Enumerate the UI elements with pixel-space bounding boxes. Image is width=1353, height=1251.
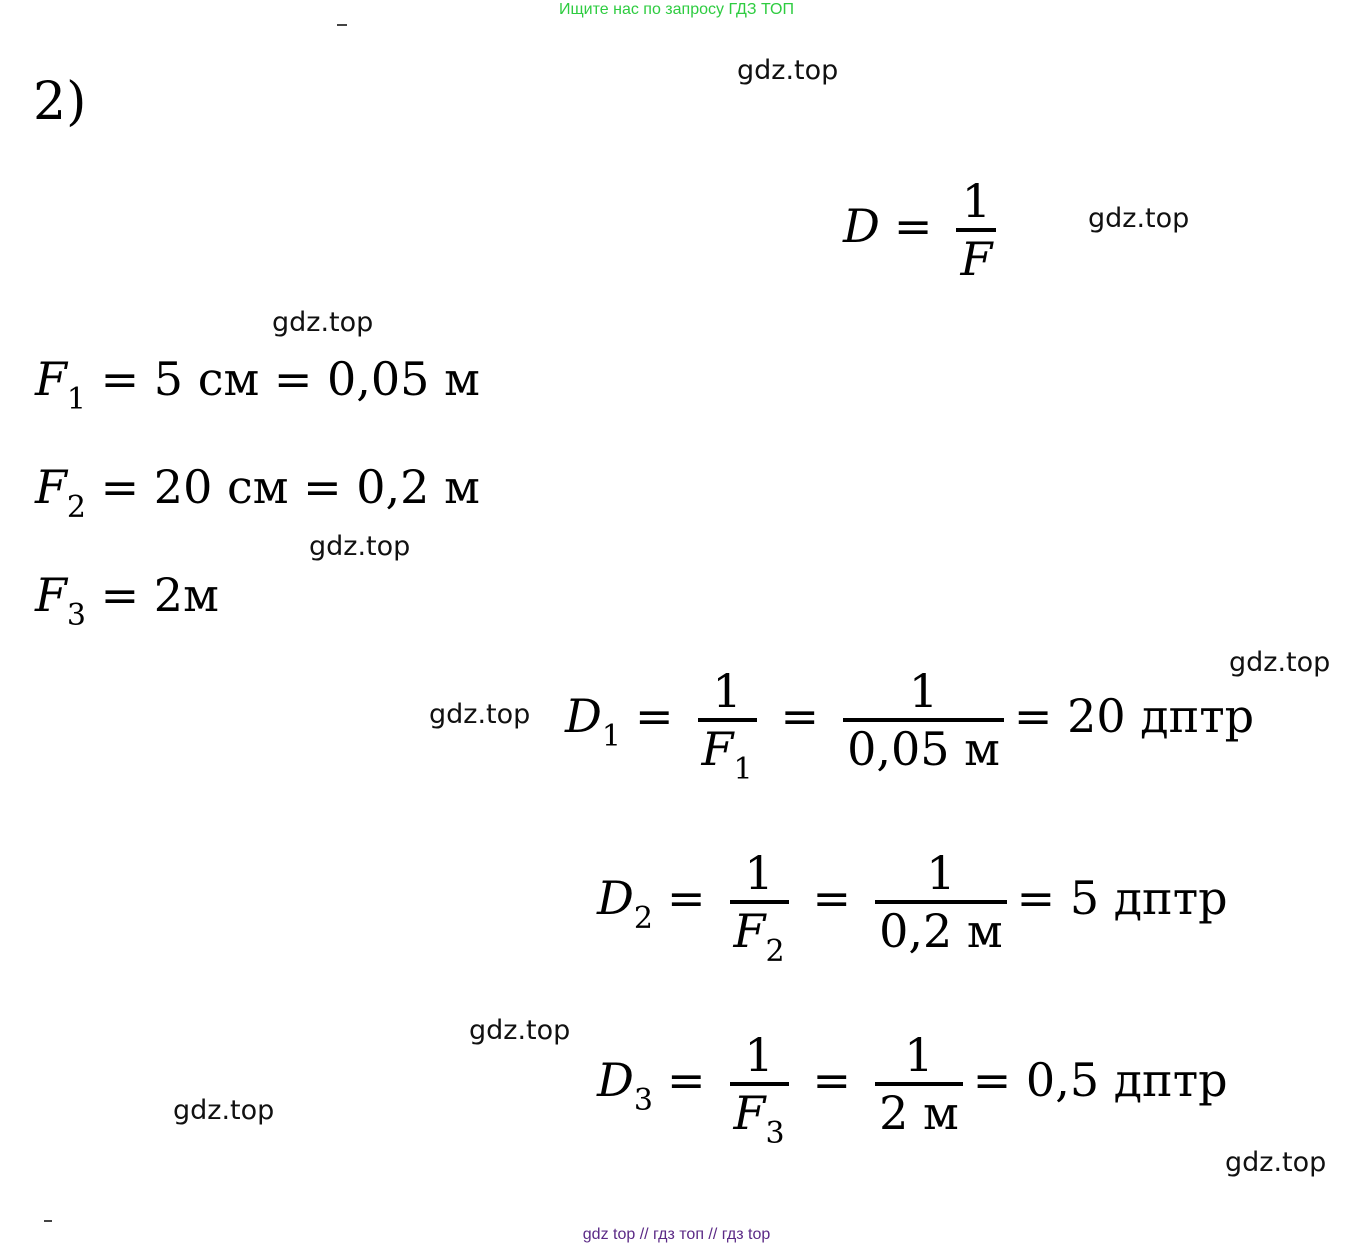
- equals-sign: =: [893, 199, 933, 253]
- numerator: 1: [744, 846, 774, 900]
- formula-optical-power: [843, 174, 1006, 286]
- watermark: gdz.top: [1229, 647, 1331, 678]
- search-banner: Ищите нас по запросу ГДЗ ТОП: [559, 1, 794, 18]
- denominator-var: F: [733, 904, 766, 958]
- watermark: gdz.top: [469, 1015, 571, 1046]
- solution-var: D: [565, 689, 602, 743]
- formula-lhs: D: [843, 199, 880, 253]
- denominator-var: F: [733, 1086, 766, 1140]
- solution-var: D: [597, 1053, 634, 1107]
- solution-var: D: [597, 871, 634, 925]
- solution-result: = 5 дптр: [1016, 871, 1228, 925]
- fraction: [956, 174, 996, 286]
- fraction: [698, 664, 757, 787]
- given-value: = 20 см = 0,2 м: [100, 460, 480, 514]
- equals-sign: =: [666, 1053, 706, 1107]
- denominator-sub: 2: [765, 934, 785, 969]
- scan-mark: [337, 24, 347, 26]
- given-sub: 3: [66, 598, 87, 633]
- denominator: 0,05 м: [843, 718, 1004, 772]
- given-f3: [35, 568, 219, 633]
- given-value: = 2м: [100, 568, 219, 622]
- scan-mark: [44, 1220, 52, 1222]
- watermark: gdz.top: [173, 1095, 275, 1126]
- numerator: 1: [904, 1028, 934, 1082]
- numerator: 1: [908, 664, 939, 718]
- fraction: [875, 1028, 963, 1140]
- solution-sub: 2: [633, 901, 653, 936]
- fraction: [875, 846, 1007, 958]
- fraction: [730, 1028, 789, 1151]
- denominator: 2 м: [875, 1082, 963, 1136]
- solution-result: = 0,5 дптр: [972, 1053, 1228, 1107]
- given-value: = 5 см = 0,05 м: [100, 352, 480, 406]
- numerator: 1: [712, 664, 742, 718]
- solution-sub: 3: [633, 1083, 653, 1118]
- denominator-var: F: [701, 722, 734, 776]
- solution-result: = 20 дптр: [1013, 689, 1255, 743]
- given-f1: [35, 352, 480, 417]
- numerator: 1: [744, 1028, 774, 1082]
- given-sub: 2: [66, 490, 87, 525]
- watermark: gdz.top: [737, 55, 839, 86]
- footer-links: gdz top // гдз топ // гдз top: [582, 1226, 771, 1243]
- equals-sign: =: [780, 689, 820, 743]
- given-f2: [35, 460, 480, 525]
- item-number: 2): [33, 72, 87, 132]
- given-var: F: [35, 352, 67, 406]
- denominator: F: [956, 228, 996, 282]
- given-sub: 1: [66, 382, 87, 417]
- denominator-sub: 3: [765, 1116, 785, 1151]
- solution-sub: 1: [601, 719, 621, 754]
- given-var: F: [35, 568, 67, 622]
- numerator: 1: [961, 174, 992, 228]
- equals-sign: =: [666, 871, 706, 925]
- watermark: gdz.top: [1225, 1147, 1327, 1178]
- numerator: 1: [926, 846, 956, 900]
- solution-d2: [597, 846, 1228, 969]
- equals-sign: =: [812, 871, 852, 925]
- given-var: F: [35, 460, 67, 514]
- equals-sign: =: [634, 689, 674, 743]
- denominator: 0,2 м: [875, 900, 1007, 954]
- solution-d1: [565, 664, 1255, 787]
- watermark: gdz.top: [1088, 203, 1190, 234]
- watermark: gdz.top: [309, 531, 411, 562]
- watermark: gdz.top: [429, 699, 531, 730]
- watermark: gdz.top: [272, 307, 374, 338]
- solution-d3: [597, 1028, 1228, 1151]
- fraction: [730, 846, 789, 969]
- denominator-sub: 1: [733, 752, 753, 787]
- fraction: [843, 664, 1004, 776]
- equals-sign: =: [812, 1053, 852, 1107]
